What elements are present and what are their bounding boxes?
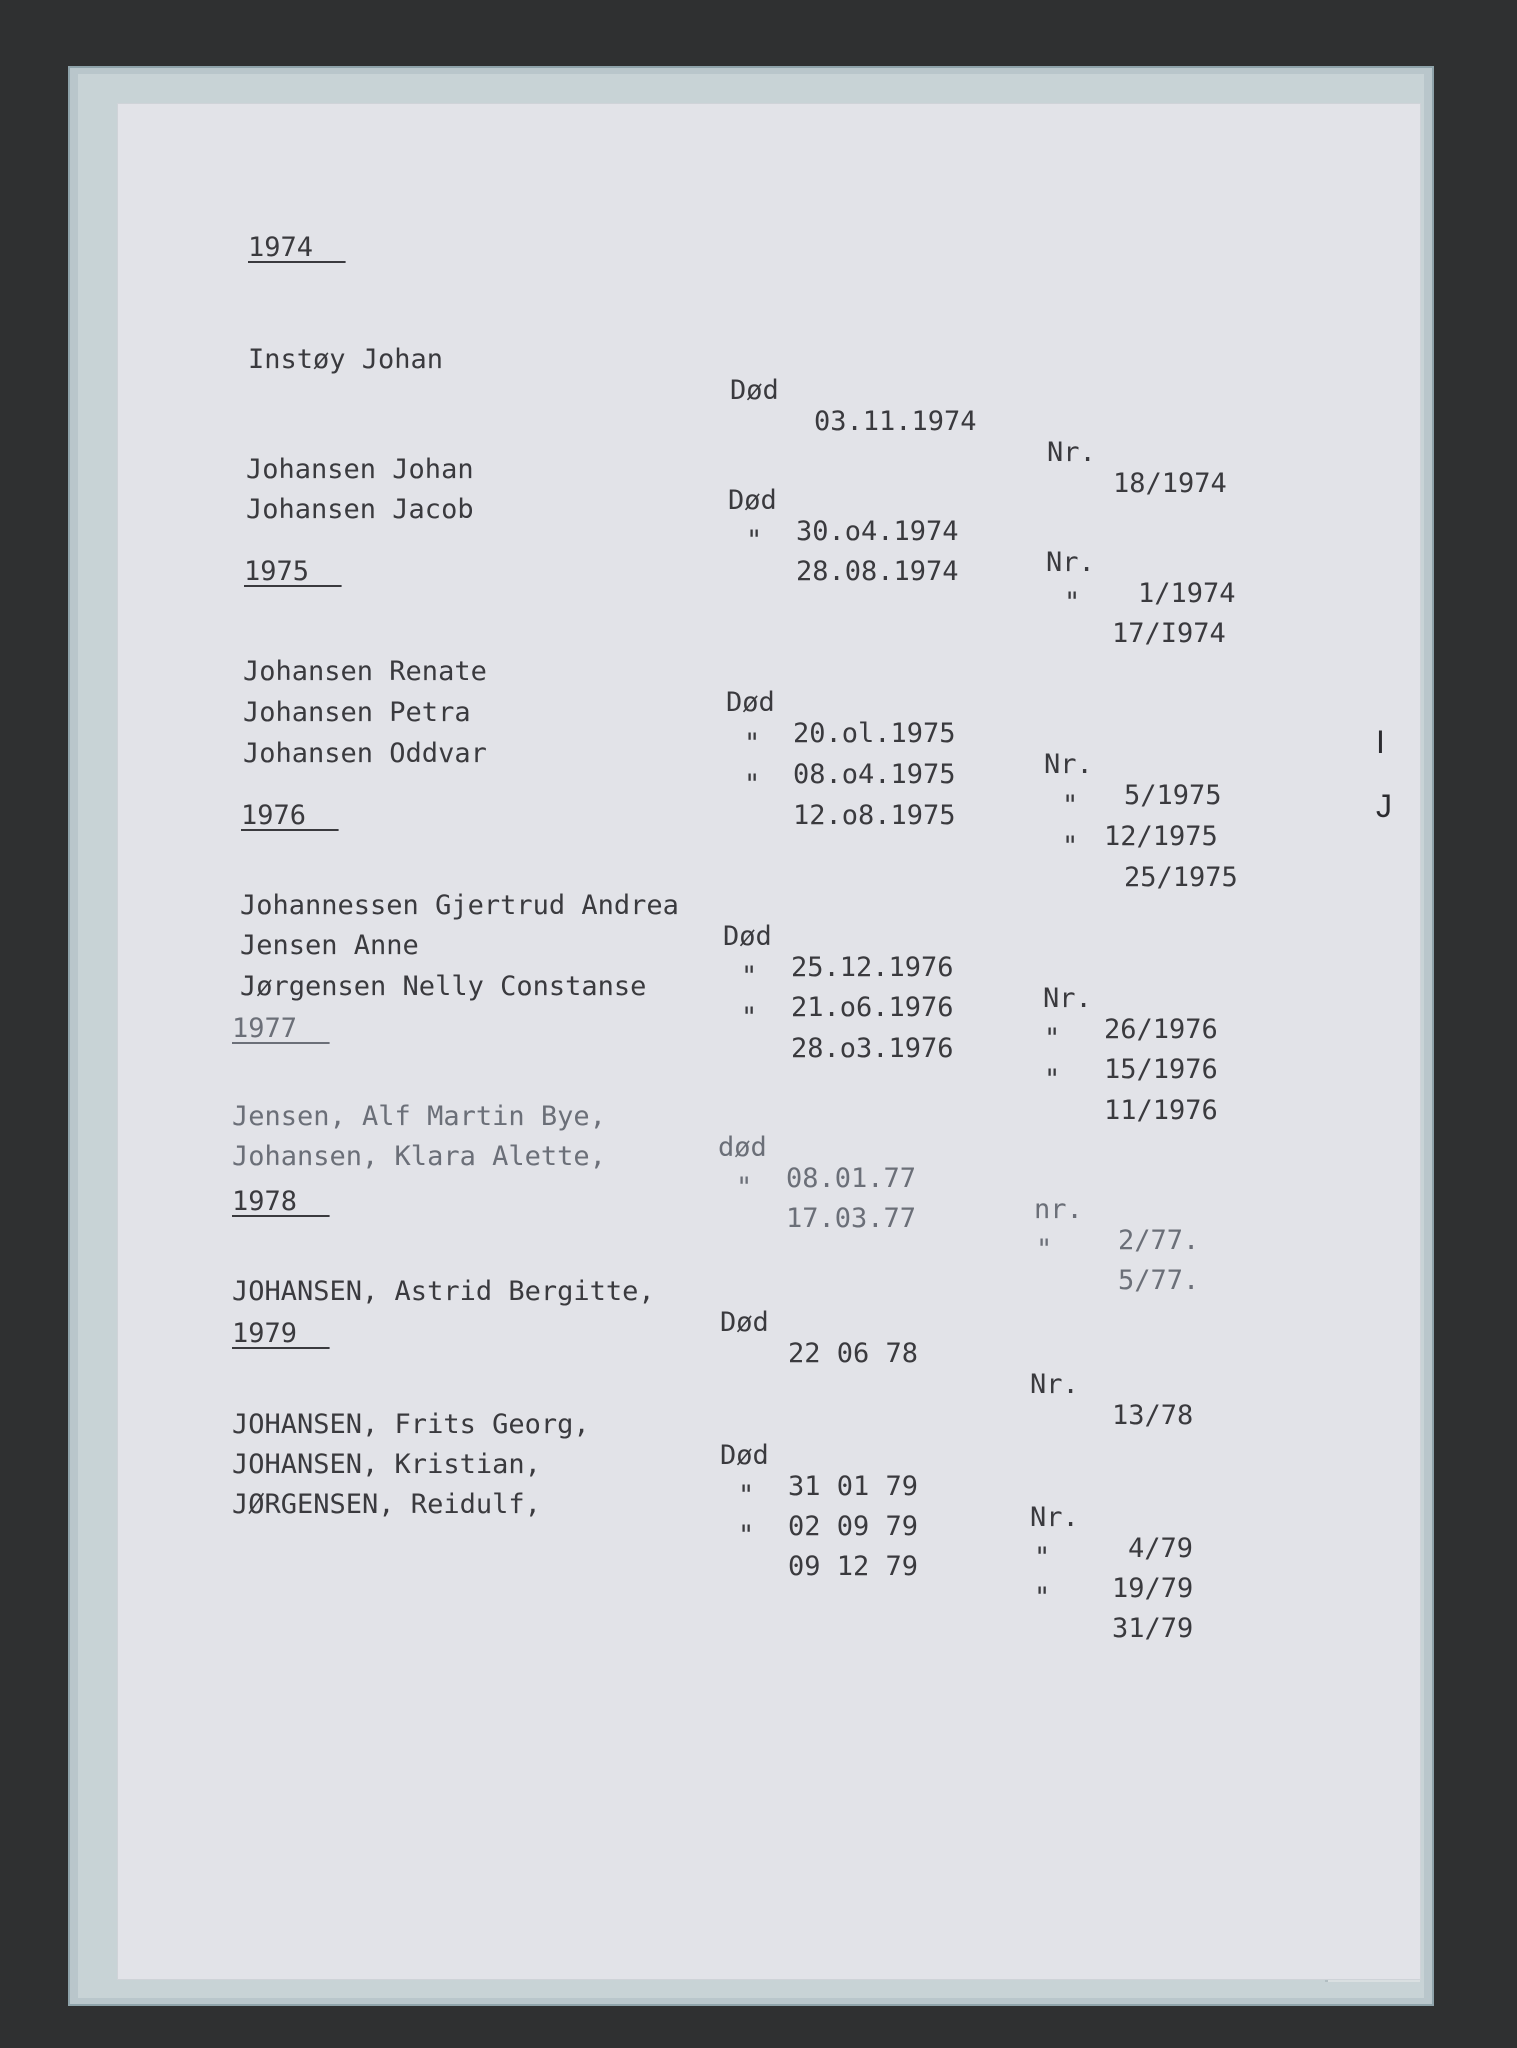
entry-death-label: Død: [730, 375, 779, 406]
entry-date: 21.o6.1976: [791, 992, 954, 1023]
entry-ditto-label: ": [736, 1172, 753, 1203]
entry-nr-label: Nr.: [1030, 1502, 1079, 1533]
entry-date: 30.o4.1974: [796, 516, 959, 547]
entry-number: 5/1975: [1124, 780, 1222, 811]
entry-date: 02 09 79: [788, 1511, 919, 1542]
entry-number: 5/77.: [1118, 1265, 1200, 1296]
year-heading: 1974: [248, 232, 314, 263]
entry-name: Johansen Jacob: [246, 494, 474, 525]
entry-number: 26/1976: [1104, 1014, 1218, 1045]
entry-number: 13/78: [1112, 1400, 1194, 1431]
entry-ditto-nr: ": [1044, 1064, 1061, 1095]
entry-number: 17/I974: [1112, 618, 1226, 649]
entry-date: 20.ol.1975: [793, 718, 956, 749]
year-heading: 1977: [232, 1013, 298, 1044]
entry-number: 4/79: [1128, 1533, 1194, 1564]
entry-ditto-nr: ": [1034, 1582, 1051, 1613]
entry-date: 31 01 79: [788, 1471, 919, 1502]
entry-name: JOHANSEN, Astrid Bergitte,: [232, 1276, 655, 1307]
entry-date: 08.01.77: [786, 1163, 917, 1194]
entry-date: 12.o8.1975: [793, 800, 956, 831]
year-heading: 1978: [232, 1186, 298, 1217]
entry-death-label: Død: [720, 1440, 769, 1471]
entry-nr-label: Nr.: [1043, 983, 1092, 1014]
entry-number: 11/1976: [1104, 1095, 1218, 1126]
entry-name: Johansen Petra: [243, 697, 471, 728]
entry-date: 28.o3.1976: [791, 1033, 954, 1064]
entry-number: 25/1975: [1124, 862, 1238, 893]
entry-name: Johansen, Klara Alette,: [232, 1141, 606, 1172]
entry-number: 15/1976: [1104, 1054, 1218, 1085]
entry-name: Johansen Johan: [246, 454, 474, 485]
entry-number: 18/1974: [1113, 468, 1227, 499]
entry-name: Jensen Anne: [240, 930, 419, 961]
entry-ditto-label: ": [738, 1520, 755, 1551]
tab-letter-j: J: [1376, 788, 1392, 824]
tab-letter-i: I: [1376, 724, 1385, 760]
entry-ditto-label: ": [744, 769, 761, 800]
entry-number: 1/1974: [1138, 578, 1236, 609]
entry-nr-label: Nr.: [1047, 437, 1096, 468]
entry-death-label: Død: [723, 921, 772, 952]
entry-name: JOHANSEN, Frits Georg,: [232, 1409, 590, 1440]
entry-number: 12/1975: [1104, 821, 1218, 852]
entry-ditto-nr: ": [1064, 587, 1081, 618]
entry-ditto-label: ": [741, 1002, 758, 1033]
entry-ditto-label: ": [744, 728, 761, 759]
entry-ditto-nr: ": [1062, 831, 1079, 862]
entry-ditto-label: ": [741, 961, 758, 992]
entry-ditto-label: ": [746, 525, 763, 556]
year-heading: 1975: [244, 556, 310, 587]
entry-number: 19/79: [1112, 1573, 1194, 1604]
entry-ditto-nr: ": [1062, 790, 1079, 821]
entry-number: 2/77.: [1118, 1225, 1200, 1256]
entry-date: 09 12 79: [788, 1551, 919, 1582]
entry-name: Johansen Renate: [243, 656, 487, 687]
entry-nr-label: Nr.: [1046, 547, 1095, 578]
entry-death-label: Død: [720, 1307, 769, 1338]
entry-ditto-nr: ": [1044, 1023, 1061, 1054]
entry-death-label: Død: [726, 687, 775, 718]
entry-date: 03.11.1974: [814, 406, 977, 437]
entry-name: Jørgensen Nelly Constanse: [240, 971, 647, 1002]
entry-name: Johansen Oddvar: [243, 738, 487, 769]
entry-death-label: Død: [728, 485, 777, 516]
entry-ditto-nr: ": [1034, 1542, 1051, 1573]
entry-date: 22 06 78: [788, 1338, 919, 1369]
entry-ditto-label: ": [738, 1480, 755, 1511]
entry-date: 25.12.1976: [791, 952, 954, 983]
entry-nr-label: Nr.: [1030, 1369, 1079, 1400]
entry-name: Jensen, Alf Martin Bye,: [232, 1101, 606, 1132]
entry-death-label: død: [718, 1132, 767, 1163]
entry-nr-label: Nr.: [1044, 749, 1093, 780]
entry-name: Johannessen Gjertrud Andrea: [240, 890, 679, 921]
entry-date: 28.08.1974: [796, 556, 959, 587]
entry-name: Instøy Johan: [248, 344, 444, 375]
entry-nr-label: nr.: [1034, 1194, 1083, 1225]
year-heading: 1976: [241, 800, 307, 831]
entry-name: JØRGENSEN, Reidulf,: [232, 1489, 541, 1520]
entry-number: 31/79: [1112, 1613, 1194, 1644]
entry-date: 08.o4.1975: [793, 759, 956, 790]
entry-ditto-nr: ": [1036, 1234, 1053, 1265]
year-heading: 1979: [232, 1318, 298, 1349]
entry-name: JOHANSEN, Kristian,: [232, 1449, 541, 1480]
entry-date: 17.03.77: [786, 1203, 917, 1234]
